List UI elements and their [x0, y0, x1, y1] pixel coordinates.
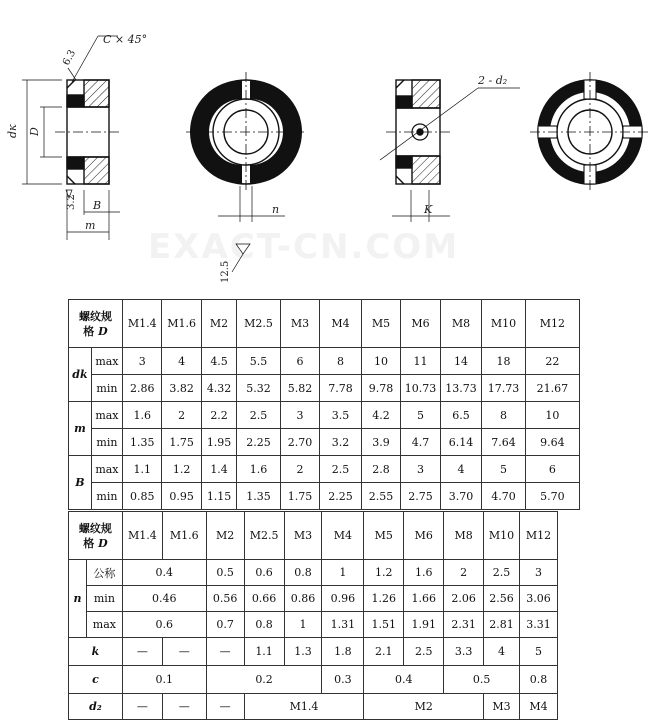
table1-size: M4	[320, 300, 362, 348]
table1-size: M2	[201, 300, 236, 348]
label-n: n	[272, 203, 280, 216]
symbol-d2: d₂	[69, 694, 123, 720]
table1-size: M2.5	[237, 300, 281, 348]
table-row: min 0.85 0.95 1.15 1.35 1.75 2.25 2.55 2.75 3.70 4.70 5.70	[69, 483, 580, 510]
table-row: c 0.1 0.2 0.3 0.4 0.5 0.8	[69, 666, 558, 694]
table1-size: M8	[440, 300, 482, 348]
table2-size: M8	[444, 512, 484, 560]
table1-header-row	[69, 300, 580, 348]
symbol-B: B	[69, 456, 92, 510]
table1-header-label: 螺纹规 格 D	[69, 300, 123, 348]
table2-size: M1.6	[162, 512, 206, 560]
table1-size: M6	[401, 300, 440, 348]
table2-header-row	[69, 512, 558, 560]
table-row: min 2.86 3.82 4.32 5.32 5.82 7.78 9.78 10.73 13.73 17.73 21.67	[69, 375, 580, 402]
roughness-top: 6.3	[60, 48, 79, 68]
table-row: max 0.6 0.7 0.8 1 1.31 1.51 1.91 2.31 2.81 3.31	[69, 612, 558, 638]
label-dk: dк	[6, 124, 19, 138]
table-row: d₂ — — — M1.4 M2 M3 M4	[69, 694, 558, 720]
front-view-four-slots	[530, 72, 650, 192]
table-row: n 公称 0.4 0.5 0.6 0.8 1 1.2 1.6 2 2.5 3	[69, 560, 558, 586]
table1-size: M12	[525, 300, 579, 348]
holes-callout: 2 - d₂	[478, 74, 508, 87]
table-row: min 0.46 0.56 0.66 0.86 0.96 1.26 1.66 2.06 2.56 3.06	[69, 586, 558, 612]
label-K: K	[424, 203, 433, 216]
roughness-general: 12.5	[220, 260, 231, 283]
dimension-table-1	[68, 299, 580, 510]
table2-size: M6	[404, 512, 444, 560]
table2-size: M2.5	[244, 512, 284, 560]
table2-size: M4	[322, 512, 364, 560]
table-row: min 1.35 1.75 1.95 2.25 2.70 3.2 3.9 4.7 6.14 7.64 9.64	[69, 429, 580, 456]
table2-size: M1.4	[122, 512, 162, 560]
table1-size: M5	[361, 300, 400, 348]
chamfer-callout: C × 45°	[103, 33, 148, 46]
symbol-c: c	[69, 666, 123, 694]
table2-size: M12	[520, 512, 558, 560]
symbol-m: m	[69, 402, 92, 456]
dimension-table-2	[68, 511, 558, 720]
table-row: m max 1.6 2 2.2 2.5 3 3.5 4.2 5 6.5 8 10	[69, 402, 580, 429]
symbol-k: k	[69, 638, 123, 666]
table-row: B max 1.1 1.2 1.4 1.6 2 2.5 2.8 3 4 5 6	[69, 456, 580, 483]
table2-header-label: 螺纹规 格 D	[69, 512, 123, 560]
table1-size: M3	[280, 300, 319, 348]
table2-size: M2	[206, 512, 244, 560]
nut-technical-drawing	[0, 0, 650, 290]
table1-size: M10	[482, 300, 526, 348]
table2-size: M3	[284, 512, 322, 560]
table2-size: M10	[484, 512, 520, 560]
table1-size: M1.4	[123, 300, 162, 348]
table1-size: M1.6	[162, 300, 201, 348]
table-row: dk max 3 4 4.5 5.5 6 8 10 11 14 18 22	[69, 348, 580, 375]
label-m: m	[85, 219, 96, 232]
table2-size: M5	[364, 512, 404, 560]
section-view-2	[380, 80, 520, 222]
symbol-dk: dk	[69, 348, 92, 402]
label-B: B	[93, 199, 102, 212]
symbol-n: n	[69, 560, 87, 638]
roughness-bottom: 3.2	[66, 194, 77, 210]
table-row: k — — — 1.1 1.3 1.8 2.1 2.5 3.3 4 5	[69, 638, 558, 666]
watermark: EXACT-CN.COM	[148, 227, 460, 267]
label-D: D	[28, 127, 41, 136]
